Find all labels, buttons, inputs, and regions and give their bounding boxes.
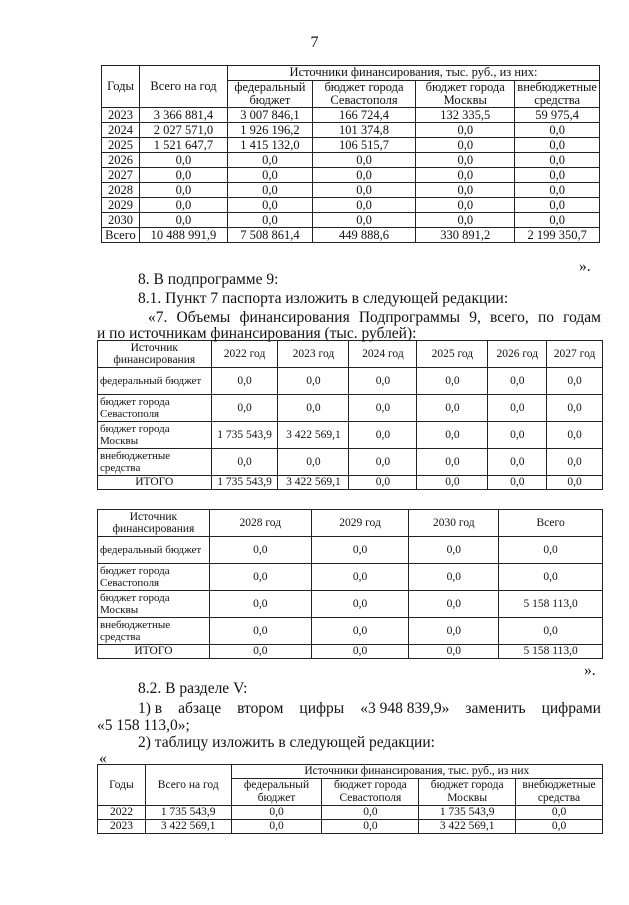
table-cell: 2024 (102, 123, 140, 138)
table-row (98, 806, 603, 820)
table-cell: 0,0 (416, 198, 515, 213)
table-cell: 1 735 543,9 (211, 476, 278, 490)
table-cell: 5 158 113,0 (499, 591, 603, 618)
table-cell: 0,0 (139, 153, 227, 168)
table-row (98, 449, 603, 476)
table-cell: 1 415 132,0 (227, 138, 312, 153)
paragraph-8-2-1-line2: «5 158 113,0»; (97, 717, 190, 734)
header-total: Всего на год (139, 66, 227, 108)
table-cell: 1 735 543,9 (419, 806, 516, 820)
table-row (102, 228, 600, 243)
table-cell: 0,0 (488, 368, 547, 395)
table-cell: бюджет города Севастополя (98, 395, 212, 422)
table-cell: 106 515,7 (312, 138, 415, 153)
paragraph-8-2-1-line1 (138, 700, 601, 718)
text-word: 1) в (138, 700, 163, 717)
table-cell: 0,0 (488, 422, 547, 449)
table-row (98, 820, 603, 834)
table-cell: 2 027 571,0 (139, 123, 227, 138)
table-cell: внебюджетные средства (98, 618, 210, 645)
table-cell: 0,0 (409, 618, 499, 645)
table-cell: бюджет города Севастополя (98, 564, 210, 591)
table-cell: 0,0 (278, 395, 349, 422)
table-cell: 0,0 (515, 183, 600, 198)
table-cell: 0,0 (416, 153, 515, 168)
text-word: всего, (490, 309, 529, 326)
table-cell: 0,0 (417, 368, 488, 395)
table-cell: 0,0 (312, 183, 415, 198)
text-word: по (537, 309, 554, 326)
text-word: абзаце (178, 700, 222, 717)
table-cell: 0,0 (416, 168, 515, 183)
table-cell: 0,0 (416, 123, 515, 138)
table-header-row (98, 510, 603, 537)
text-word: цифры (299, 700, 345, 717)
table-row (102, 183, 600, 198)
text-word: годам (563, 309, 601, 326)
table-cell: 0,0 (311, 618, 409, 645)
table-cell: 2025 год (417, 341, 488, 368)
table-cell: 0,0 (322, 806, 419, 820)
table-cell: 0,0 (488, 476, 547, 490)
table-cell: 449 888,6 (312, 228, 415, 243)
financing-table-2028-2030 (97, 509, 603, 659)
page-number: 7 (310, 34, 319, 51)
header-years: Годы (102, 66, 140, 108)
table-cell: 2023 год (278, 341, 349, 368)
table-cell: 166 724,4 (312, 108, 415, 123)
table-cell: 0,0 (547, 449, 603, 476)
table-row (102, 198, 600, 213)
table-cell: федеральный бюджет (98, 368, 212, 395)
table-cell: 0,0 (417, 449, 488, 476)
table-cell: 2030 год (409, 510, 499, 537)
table-cell: 0,0 (227, 198, 312, 213)
table-cell: 0,0 (312, 168, 415, 183)
table-cell: 0,0 (547, 422, 603, 449)
paragraph-8-1: 8.1. Пункт 7 паспорта изложить в следующей редакции: (138, 290, 509, 307)
table-cell: 0,0 (231, 806, 322, 820)
table-cell: 0,0 (499, 564, 603, 591)
table-row (98, 537, 603, 564)
table-cell: 0,0 (211, 395, 278, 422)
table-cell: 2029 год (311, 510, 409, 537)
table-cell: 2022 год (211, 341, 278, 368)
table-cell: 0,0 (209, 645, 311, 659)
paragraph-7-line2: и по источникам финансирования (тыс. рублей): (97, 325, 417, 342)
table-cell: 10 488 991,9 (139, 228, 227, 243)
table-cell: 0,0 (311, 537, 409, 564)
table-cell: 0,0 (349, 368, 417, 395)
table-cell: 0,0 (547, 476, 603, 490)
table-cell: 0,0 (278, 368, 349, 395)
text-word: цифрами (541, 700, 601, 717)
header-years: Годы (98, 765, 146, 806)
table-cell: 0,0 (209, 618, 311, 645)
table-cell: федеральный бюджет (98, 537, 210, 564)
table-cell: 0,0 (515, 123, 600, 138)
table-row (102, 213, 600, 228)
table-cell: Источник финансирования (98, 341, 212, 368)
table-cell: 0,0 (515, 168, 600, 183)
table-cell: 0,0 (227, 153, 312, 168)
table-row (102, 108, 600, 123)
table-cell: Всего (499, 510, 603, 537)
table-cell: 0,0 (311, 564, 409, 591)
table-cell: 1 735 543,9 (145, 806, 231, 820)
table-cell: 2027 (102, 168, 140, 183)
table-cell: 0,0 (416, 138, 515, 153)
text-word: финансирования (239, 309, 350, 326)
table-cell: 0,0 (322, 820, 419, 834)
table-cell: 0,0 (349, 395, 417, 422)
table-cell: 2028 (102, 183, 140, 198)
table-row (102, 138, 600, 153)
table-cell: 59 975,4 (515, 108, 600, 123)
table-cell: 7 508 861,4 (227, 228, 312, 243)
table-cell: 0,0 (516, 806, 603, 820)
table-cell: 0,0 (311, 645, 409, 659)
header-extrabudget: внебюджетные средства (516, 779, 603, 806)
table-cell: 2023 (98, 820, 146, 834)
table-cell: 2023 (102, 108, 140, 123)
header-sevastopol: бюджет города Севастополя (312, 81, 415, 108)
table-row (98, 564, 603, 591)
table-row (98, 422, 603, 449)
table-cell: 2026 (102, 153, 140, 168)
table-row (98, 395, 603, 422)
table-cell: 0,0 (139, 213, 227, 228)
table-cell: бюджет города Москвы (98, 591, 210, 618)
table-cell: ИТОГО (98, 476, 212, 490)
table-cell: 2 199 350,7 (515, 228, 600, 243)
table-cell: 0,0 (312, 198, 415, 213)
table-cell: 0,0 (515, 198, 600, 213)
table-cell: 0,0 (211, 368, 278, 395)
header-total: Всего на год (145, 765, 231, 806)
table-cell: 0,0 (409, 645, 499, 659)
table-cell: 0,0 (515, 138, 600, 153)
table-cell: 0,0 (488, 449, 547, 476)
header-moscow: бюджет города Москвы (419, 779, 516, 806)
table-cell: 3 422 569,1 (278, 476, 349, 490)
table-cell: 0,0 (209, 591, 311, 618)
table-cell: 2030 (102, 213, 140, 228)
header-federal: федеральный бюджет (227, 81, 312, 108)
table-cell: 0,0 (209, 564, 311, 591)
table-cell: Всего (102, 228, 140, 243)
table-cell: 0,0 (416, 183, 515, 198)
table-cell: бюджет города Москвы (98, 422, 212, 449)
financing-table-by-year-new (97, 764, 603, 834)
table-cell: 2027 год (547, 341, 603, 368)
table-cell: 0,0 (515, 213, 600, 228)
header-federal: федеральный бюджет (231, 779, 322, 806)
table-cell: 0,0 (139, 168, 227, 183)
table-cell: 0,0 (417, 395, 488, 422)
table-cell: 3 422 569,1 (419, 820, 516, 834)
table-cell: 1 926 196,2 (227, 123, 312, 138)
header-extrabudget: внебюджетные средства (515, 81, 600, 108)
table-cell: 2025 (102, 138, 140, 153)
table-cell: 101 374,8 (312, 123, 415, 138)
table-cell: 0,0 (312, 153, 415, 168)
table-cell: 0,0 (139, 198, 227, 213)
table-cell: 1 521 647,7 (139, 138, 227, 153)
table-cell: 0,0 (515, 153, 600, 168)
table-row (98, 476, 603, 490)
table-row (98, 591, 603, 618)
table-cell: 0,0 (311, 591, 409, 618)
table-cell: внебюджетные средства (98, 449, 212, 476)
table-row (102, 123, 600, 138)
table-cell: ИТОГО (98, 645, 210, 659)
paragraph-8-2-2: 2) таблицу изложить в следующей редакции: (138, 734, 435, 751)
table-cell: 0,0 (409, 537, 499, 564)
paragraph-8: 8. В подпрограмме 9: (138, 271, 279, 288)
text-word: втором (237, 700, 284, 717)
table-cell: 5 158 113,0 (499, 645, 603, 659)
table-cell: 0,0 (499, 537, 603, 564)
paragraph-8-2: 8.2. В разделе V: (138, 680, 248, 697)
table-cell: 3 422 569,1 (278, 422, 349, 449)
table-cell: 2026 год (488, 341, 547, 368)
table-cell: 0,0 (278, 449, 349, 476)
table-cell: 132 335,5 (416, 108, 515, 123)
table-row (98, 645, 603, 659)
table-cell: 0,0 (547, 368, 603, 395)
text-word: заменить (465, 700, 526, 717)
table-cell: 330 891,2 (416, 228, 515, 243)
table-cell: 2029 (102, 198, 140, 213)
table-cell: 0,0 (499, 618, 603, 645)
table-header-row (98, 341, 603, 368)
table-row (102, 168, 600, 183)
header-sevastopol: бюджет города Севастополя (322, 779, 419, 806)
table-cell: 0,0 (227, 213, 312, 228)
table-cell: 0,0 (417, 476, 488, 490)
open-quote: « (99, 750, 107, 767)
table-row (98, 618, 603, 645)
table-cell: 0,0 (227, 183, 312, 198)
table-row (102, 153, 600, 168)
table-cell: 0,0 (516, 820, 603, 834)
table-cell: 0,0 (209, 537, 311, 564)
table-cell: 2024 год (349, 341, 417, 368)
header-moscow: бюджет города Москвы (416, 81, 515, 108)
table-cell: 0,0 (312, 213, 415, 228)
table-cell: Источник финансирования (98, 510, 210, 537)
table-cell: 2022 (98, 806, 146, 820)
table-cell: 1 735 543,9 (211, 422, 278, 449)
table-cell: 0,0 (227, 168, 312, 183)
table-cell: 0,0 (547, 395, 603, 422)
closing-quote-1: ». (579, 258, 591, 275)
financing-table-2022-2027 (97, 340, 603, 490)
table-cell: 0,0 (349, 449, 417, 476)
table-cell: 0,0 (349, 422, 417, 449)
closing-quote-2: ». (584, 662, 596, 679)
header-sources: Источники финансирования, тыс. руб., из них: (227, 66, 599, 81)
table-cell: 0,0 (231, 820, 322, 834)
header-sources: Источники финансирования, тыс. руб., из них (231, 765, 602, 779)
table-cell: 0,0 (409, 591, 499, 618)
table-cell: 0,0 (139, 183, 227, 198)
text-word: 9, (469, 309, 481, 326)
table-cell: 0,0 (417, 422, 488, 449)
text-word: Объемы (176, 309, 231, 326)
text-word: «3 948 839,9» (360, 700, 450, 717)
text-word: Подпрограммы (358, 309, 461, 326)
table-row (98, 368, 603, 395)
table-cell: 0,0 (488, 395, 547, 422)
table-cell: 0,0 (349, 476, 417, 490)
table-cell: 3 007 846,1 (227, 108, 312, 123)
table-cell: 0,0 (211, 449, 278, 476)
table-cell: 3 366 881,4 (139, 108, 227, 123)
financing-table-by-year (101, 65, 600, 243)
table-cell: 3 422 569,1 (145, 820, 231, 834)
table-cell: 0,0 (416, 213, 515, 228)
text-word: «7. (148, 309, 168, 326)
table-cell: 2028 год (209, 510, 311, 537)
table-cell: 0,0 (409, 564, 499, 591)
